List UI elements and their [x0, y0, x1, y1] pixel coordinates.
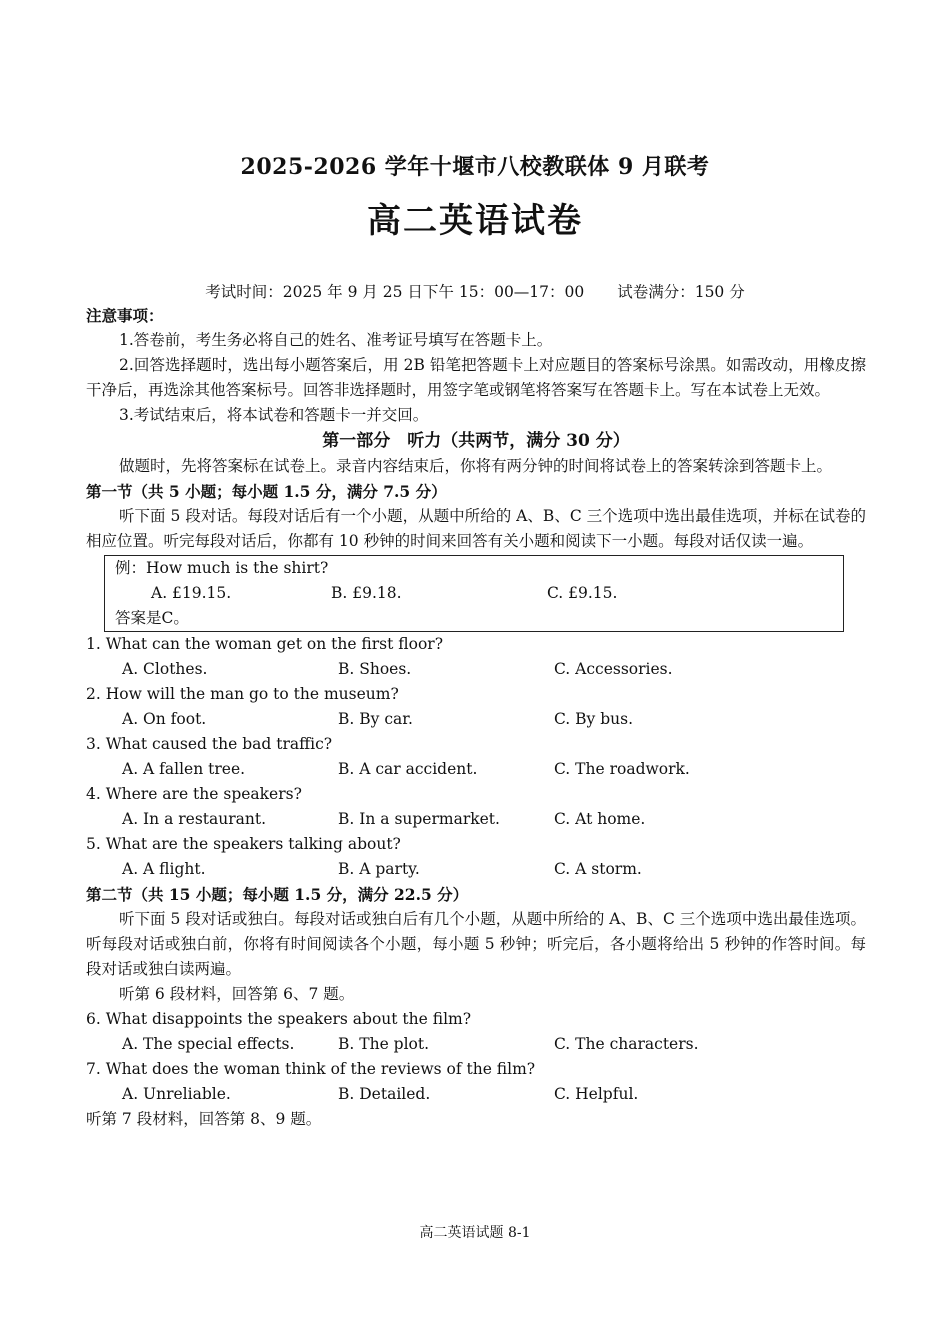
notice-item-1: 1.答卷前，考生务必将自己的姓名、准考证号填写在答题卡上。 — [119, 331, 553, 349]
full-marks: 试卷满分：150 分 — [617, 283, 745, 301]
option-c: C. A storm. — [554, 860, 642, 878]
exam-info — [0, 280, 950, 302]
option-b: B. A car accident. — [338, 760, 478, 778]
option-c: C. Helpful. — [554, 1085, 639, 1103]
question-text: 3. What caused the bad traffic? — [86, 735, 333, 753]
exam-time: 考试时间：2025 年 9 月 25 日下午 15：00—17：00 — [205, 283, 585, 301]
option-b: B. The plot. — [338, 1035, 430, 1053]
question-options — [86, 1032, 866, 1057]
exam-subject-title: 高二英语试卷 — [367, 201, 583, 241]
option-c: C. Accessories. — [554, 660, 673, 678]
option-a: A. A flight. — [122, 860, 206, 878]
option-c: C. By bus. — [554, 710, 634, 728]
example-option-c: C. £9.15. — [547, 584, 618, 602]
option-c: C. At home. — [554, 810, 646, 828]
question-7 — [86, 1057, 866, 1107]
example-options — [115, 581, 843, 606]
question-text: 7. What does the woman think of the reviews of the film? — [86, 1060, 536, 1078]
section1-instructions: 听下面 5 段对话。每段对话后有一个小题，从题中所给的 A、B、C 三个选项中选出最佳选项，并标在试卷的相应位置。听完每段对话后，你都有 10 秒钟的时间来回答有关小题和阅读下一小题。每段对话仅读一遍。 — [86, 507, 866, 550]
question-1 — [86, 632, 866, 682]
example-option-a: A. £19.15. — [151, 584, 232, 602]
option-a: A. In a restaurant. — [122, 810, 267, 828]
option-a: A. On foot. — [122, 710, 207, 728]
section1-heading: 第一节（共 5 小题；每小题 1.5 分，满分 7.5 分） — [86, 482, 447, 501]
material-7-note: 听第 7 段材料，回答第 8、9 题。 — [86, 1110, 322, 1128]
option-c: C. The characters. — [554, 1035, 699, 1053]
option-b: B. In a supermarket. — [338, 810, 500, 828]
option-a: A. Clothes. — [122, 660, 208, 678]
option-a: A. A fallen tree. — [122, 760, 246, 778]
section2-heading: 第二节（共 15 小题；每小题 1.5 分，满分 22.5 分） — [86, 885, 469, 904]
example-box — [104, 555, 844, 632]
question-options — [86, 807, 866, 832]
part1-intro: 做题时，先将答案标在试卷上。录音内容结束后，你将有两分钟的时间将试卷上的答案转涂到答题卡上。 — [119, 457, 833, 475]
option-b: B. Detailed. — [338, 1085, 431, 1103]
notice-item-3: 3.考试结束后，将本试卷和答题卡一并交回。 — [119, 406, 429, 424]
question-options — [86, 707, 866, 732]
option-a: A. Unreliable. — [122, 1085, 231, 1103]
question-options — [86, 857, 866, 882]
part1-title: 第一部分 听力（共两节，满分 30 分） — [322, 431, 630, 451]
question-text: 5. What are the speakers talking about? — [86, 835, 401, 853]
example-option-b: B. £9.18. — [331, 584, 402, 602]
question-2 — [86, 682, 866, 732]
exam-title: 2025-2026 学年十堰市八校教联体 9 月联考 — [240, 154, 710, 180]
question-options — [86, 657, 866, 682]
question-text: 1. What can the woman get on the first floor? — [86, 635, 443, 653]
section2-instructions: 听下面 5 段对话或独白。每段对话或独白后有几个小题，从题中所给的 A、B、C 三个选项中选出最佳选项。听每段对话或独白前，你将有时间阅读各个小题，每小题 5 秒钟；听完后，各小题将给出 5 秒钟的作答时间。每段对话或独白读两遍。 — [86, 910, 866, 978]
question-3 — [86, 732, 866, 782]
notice-item-2: 2.回答选择题时，选出每小题答案后，用 2B 铅笔把答题卡上对应题目的答案标号涂黑。如需改动，用橡皮擦干净后，再选涂其他答案标号。回答非选择题时，用签字笔或钢笔将答案写在答题卡上。写在本试卷上无效。 — [86, 356, 866, 399]
question-5 — [86, 832, 866, 882]
page-footer: 高二英语试题 8-1 — [419, 1225, 531, 1241]
question-options — [86, 757, 866, 782]
option-b: B. A party. — [338, 860, 420, 878]
example-answer: 答案是C。 — [115, 609, 189, 627]
question-text: 2. How will the man go to the museum? — [86, 685, 399, 703]
option-c: C. The roadwork. — [554, 760, 690, 778]
option-a: A. The special effects. — [122, 1035, 295, 1053]
material-6-note: 听第 6 段材料，回答第 6、7 题。 — [119, 985, 355, 1003]
option-b: B. By car. — [338, 710, 413, 728]
notice-heading: 注意事项： — [86, 306, 164, 325]
question-options — [86, 1082, 866, 1107]
example-question: 例：How much is the shirt? — [115, 559, 329, 577]
question-text: 4. Where are the speakers? — [86, 785, 302, 803]
exam-content — [86, 303, 866, 1132]
option-b: B. Shoes. — [338, 660, 412, 678]
question-text: 6. What disappoints the speakers about the film? — [86, 1010, 472, 1028]
question-6 — [86, 1007, 866, 1057]
question-4 — [86, 782, 866, 832]
